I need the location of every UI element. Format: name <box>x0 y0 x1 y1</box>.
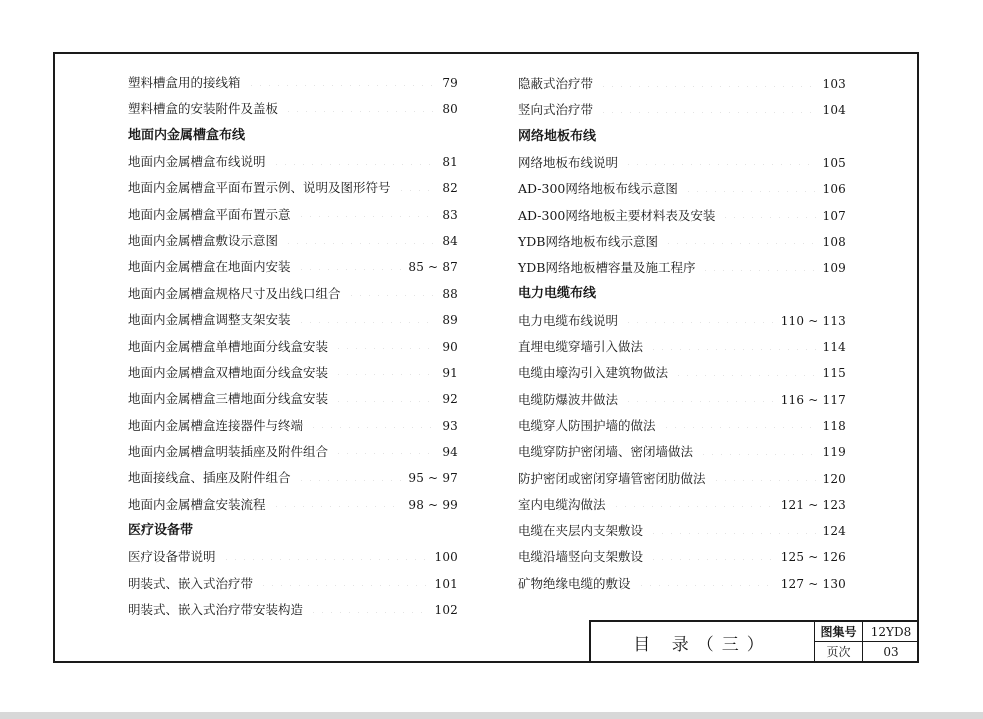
leader-dots <box>701 270 816 271</box>
toc-entry <box>518 469 846 489</box>
toc-entry-page: 104 <box>822 103 846 118</box>
toc-entry-page: 121 ~ 123 <box>780 497 846 512</box>
toc-entry-title: 地面内金属槽盒平面布置示意 <box>128 206 291 222</box>
toc-entry <box>128 178 458 198</box>
toc-entry <box>518 74 846 94</box>
toc-entry-title: 防护密闭或密闭穿墙管密闭肋做法 <box>518 470 706 486</box>
leader-dots <box>684 191 817 192</box>
leader-dots <box>334 348 436 349</box>
toc-entry-page: 90 <box>442 339 458 354</box>
toc-entry-page: 79 <box>442 76 458 90</box>
toc-entry <box>518 390 846 410</box>
toc-entry-page: 98 ~ 99 <box>408 497 458 512</box>
toc-entry <box>128 574 458 594</box>
toc-entry-title: 明装式、嵌入式治疗带安装构造 <box>128 602 304 617</box>
leader-dots <box>674 375 816 376</box>
toc-entry-page: 80 <box>442 102 458 117</box>
toc-entry-title: 直埋电缆穿墙引入做法 <box>518 339 644 354</box>
leader-dots <box>712 480 817 481</box>
toc-entry-page: 108 <box>822 234 846 249</box>
leader-dots <box>247 85 437 86</box>
toc-entry-title: 电力电缆布线说明 <box>518 312 619 328</box>
toc-entry-page: 103 <box>822 77 846 91</box>
toc-entry <box>128 468 458 488</box>
toc-entry <box>518 206 846 226</box>
leader-dots <box>334 374 436 375</box>
toc-entry-title: 塑料槽盒用的接线箱 <box>128 75 241 90</box>
toc-entry-title: 地面接线盒、插座及附件组合 <box>128 470 291 486</box>
toc-entry <box>128 495 458 515</box>
toc-entry-page: 102 <box>434 603 458 617</box>
toc-entry-title: 明装式、嵌入式治疗带 <box>128 575 254 591</box>
toc-entry-page: 116 ~ 117 <box>780 392 846 407</box>
toc-entry <box>128 389 458 409</box>
toc-entry-page: 120 <box>822 471 846 486</box>
leader-dots <box>272 164 437 165</box>
toc-entry-title: 地面内金属槽盒连接器件与终端 <box>128 417 304 433</box>
toc-entry-page: 107 <box>822 208 846 223</box>
toc-entry-title: 电缆在夹层内支架敷设 <box>518 523 644 539</box>
leader-dots <box>397 190 437 191</box>
toc-entry-title: 电缆沿墙竖向支架敷设 <box>518 549 644 565</box>
toc-entry <box>128 73 458 93</box>
toc-entry-page: 93 <box>442 418 458 433</box>
toc-entry-page: 81 <box>442 155 458 170</box>
toc-entry-page: 89 <box>442 313 458 328</box>
toc-entry <box>518 258 846 278</box>
leader-dots <box>637 585 775 586</box>
page-number-value: 03 <box>883 645 899 659</box>
toc-entry <box>518 416 846 436</box>
toc-section-heading: 地面内金属槽盒布线 <box>128 127 246 143</box>
toc-entry-title: 网络地板布线说明 <box>518 154 619 170</box>
toc-entry <box>128 337 458 357</box>
leader-dots <box>284 243 436 244</box>
toc-entry-page: 105 <box>822 155 846 170</box>
toc-entry-page: 92 <box>442 392 458 407</box>
toc-entry-title: 地面内金属槽盒单槽地面分线盒安装 <box>128 338 329 354</box>
leader-dots <box>297 322 437 323</box>
toc-entry <box>518 495 846 515</box>
leader-dots <box>272 506 403 507</box>
toc-entry-page: 91 <box>442 365 458 380</box>
leader-dots <box>624 322 775 323</box>
leader-dots <box>599 86 816 87</box>
toc-entry-title: 室内电缆沟做法 <box>518 496 606 512</box>
toc-entry-title: 竖向式治疗带 <box>518 102 594 118</box>
leader-dots <box>612 506 775 507</box>
toc-entry-title: 地面内金属槽盒在地面内安装 <box>128 259 291 275</box>
toc-section-heading: 医疗设备带 <box>128 522 194 538</box>
toc-entry <box>128 257 458 277</box>
toc-entry <box>128 205 458 225</box>
toc-entry-page: 100 <box>434 550 458 565</box>
toc-entry <box>128 231 458 251</box>
toc-entry-page: 115 <box>822 366 846 381</box>
toc-entry <box>128 310 458 330</box>
toc-entry <box>128 363 458 383</box>
scan-edge <box>0 712 983 719</box>
atlas-number-label: 图集号 <box>815 622 863 642</box>
toc-entry-title: 电缆防爆波井做法 <box>518 391 619 407</box>
toc-entry <box>518 179 846 199</box>
toc-entry-title: 地面内金属槽盒三槽地面分线盒安装 <box>128 391 329 407</box>
toc-entry-page: 94 <box>442 444 458 459</box>
toc-entry-title: 矿物绝缘电缆的敷设 <box>518 575 631 591</box>
toc-entry-page: 110 ~ 113 <box>780 313 846 328</box>
toc-entry-title: 地面内金属槽盒敷设示意图 <box>128 233 279 249</box>
leader-dots <box>309 427 436 428</box>
title-block <box>589 620 919 663</box>
toc-entry-title: 地面内金属槽盒平面布置示例、说明及图形符号 <box>128 180 391 196</box>
toc-entry <box>518 521 846 541</box>
leader-dots <box>662 427 817 428</box>
toc-entry <box>128 99 458 119</box>
leader-dots <box>297 216 437 217</box>
leader-dots <box>664 243 817 244</box>
toc-entry-title: 地面内金属槽盒明装插座及附件组合 <box>128 443 329 459</box>
toc-entry-title: YDB网络地板槽容量及施工程序 <box>518 260 696 276</box>
leader-dots <box>649 349 816 350</box>
leader-dots <box>699 454 816 455</box>
toc-entry <box>518 547 846 567</box>
toc-entry <box>518 442 846 462</box>
toc-entry <box>128 152 458 172</box>
toc-entry <box>128 547 458 567</box>
leader-dots <box>599 112 816 113</box>
toc-entry-page: 127 ~ 130 <box>780 576 846 591</box>
toc-entry-title: AD-300网络地板布线示意图 <box>518 181 678 197</box>
toc-entry <box>518 153 846 173</box>
toc-entry <box>518 232 846 252</box>
toc-entry-title: 塑料槽盒的安装附件及盖板 <box>128 101 279 117</box>
toc-entry-title: 地面内金属槽盒安装流程 <box>128 496 266 512</box>
page-number-label: 页次 <box>815 642 863 662</box>
leader-dots <box>284 111 436 112</box>
toc-entry-page: 106 <box>822 182 846 197</box>
leader-dots <box>259 585 428 586</box>
toc-entry <box>518 363 846 383</box>
toc-entry-title: 地面内金属槽盒布线说明 <box>128 154 266 170</box>
toc-entry-page: 118 <box>822 418 846 433</box>
leader-dots <box>334 401 436 402</box>
leader-dots <box>624 401 775 402</box>
leader-dots <box>347 295 437 296</box>
toc-entry-page: 95 ~ 97 <box>408 471 458 486</box>
leader-dots <box>222 559 429 560</box>
leader-dots <box>721 217 816 218</box>
leader-dots <box>649 559 775 560</box>
toc-entry <box>518 574 846 594</box>
toc-entry-page: 85 ~ 87 <box>408 260 458 275</box>
toc-entry <box>128 416 458 436</box>
toc-entry-title: 医疗设备带说明 <box>128 549 216 565</box>
leader-dots <box>649 533 816 534</box>
leader-dots <box>624 164 816 165</box>
toc-entry-title: 电缆由壕沟引入建筑物做法 <box>518 365 669 381</box>
toc-entry-title: 电缆穿人防围护墙的做法 <box>518 417 656 433</box>
toc-entry-page: 83 <box>442 207 458 222</box>
toc-section-heading: 网络地板布线 <box>518 128 597 144</box>
toc-entry-page: 114 <box>822 340 846 354</box>
toc-entry-title: 电缆穿防护密闭墙、密闭墙做法 <box>518 444 694 460</box>
toc-entry-page: 119 <box>822 445 846 460</box>
toc-entry <box>128 284 458 304</box>
toc-entry-title: 地面内金属槽盒调整支架安装 <box>128 312 291 328</box>
toc-entry-page: 124 <box>822 524 846 539</box>
toc-entry <box>128 442 458 462</box>
toc-entry-page: 84 <box>442 234 458 249</box>
toc-entry-page: 125 ~ 126 <box>780 550 846 565</box>
toc-entry-page: 101 <box>434 576 458 591</box>
toc-entry-page: 88 <box>442 286 458 301</box>
toc-entry <box>518 100 846 120</box>
leader-dots <box>297 480 403 481</box>
toc-entry-page: 82 <box>442 181 458 196</box>
toc-entry <box>518 311 846 331</box>
toc-entry-title: AD-300网络地板主要材料表及安装 <box>518 207 716 223</box>
leader-dots <box>297 269 403 270</box>
toc-entry-page: 109 <box>822 261 846 276</box>
toc-entry-title: 隐蔽式治疗带 <box>518 76 594 91</box>
page-title: 目 录（三） <box>591 622 815 663</box>
toc-section-heading: 电力电缆布线 <box>518 286 597 302</box>
toc-entry-title: 地面内金属槽盒双槽地面分线盒安装 <box>128 364 329 380</box>
atlas-number-value: 12YD8 <box>863 622 919 642</box>
toc-entry <box>518 337 846 357</box>
leader-dots <box>334 453 436 454</box>
toc-entry <box>128 600 458 620</box>
toc-entry-title: 地面内金属槽盒规格尺寸及出线口组合 <box>128 285 341 301</box>
leader-dots <box>309 612 428 613</box>
toc-entry-title: YDB网络地板布线示意图 <box>518 233 658 249</box>
